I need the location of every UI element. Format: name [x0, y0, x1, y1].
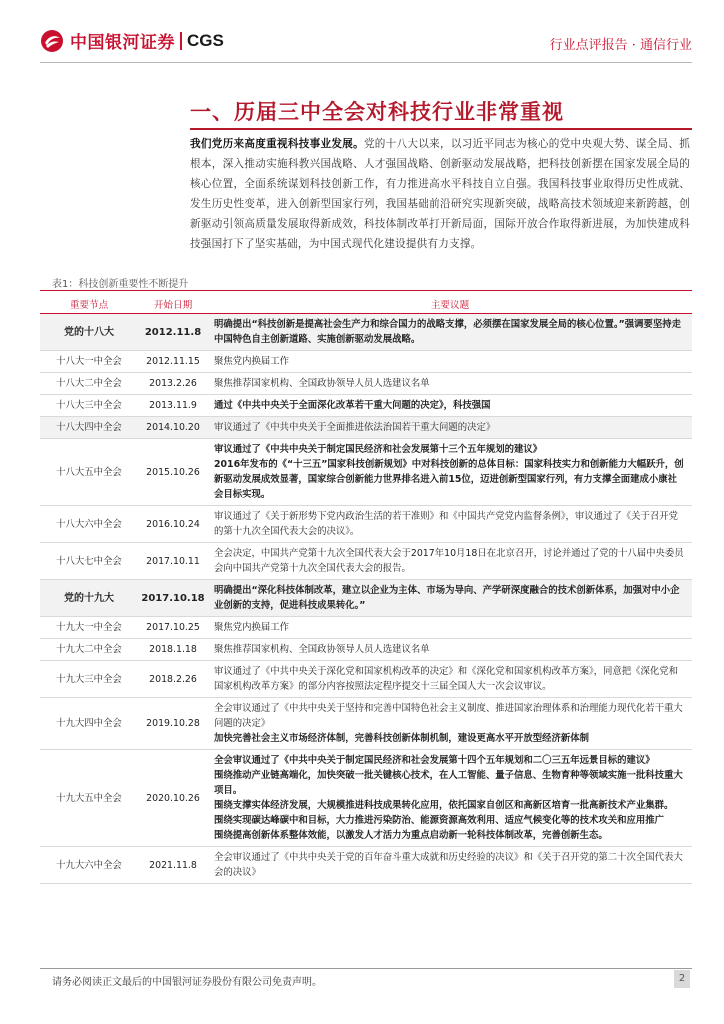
- row-date: 2021.11.8: [138, 847, 208, 884]
- row-topic: [208, 698, 692, 750]
- row-topic: [208, 417, 692, 439]
- topic-line: 围绕实现碳达峰碳中和目标，大力推进污染防治、能源资源高效利用、适应气候变化等的技术攻关和应用推广: [214, 815, 665, 826]
- topic-line: 明确提出“深化科技体制改革，建立以企业为主体、市场为导向、产学研深度融合的技术创新体系，加强对中小企业创新的支持，促进科技成果转化。”: [214, 585, 680, 611]
- table-row: [40, 617, 692, 639]
- topic-line: 明确提出“科技创新是提高社会生产力和综合国力的战略支撑，必须摆在国家发展全局的核心位置。”强调要坚持走中国特色自主创新道路、实施创新驱动发展战略。: [214, 319, 682, 345]
- topic-line: 聚焦推荐国家机构、全国政协领导人员人选建议名单: [214, 378, 430, 389]
- row-topic: [208, 395, 692, 417]
- intro-lead: 我们党历来高度重视科技事业发展。: [190, 138, 364, 150]
- brand-name-en: CGS: [187, 30, 224, 50]
- row-topic: [208, 314, 692, 351]
- table-row: [40, 543, 692, 580]
- row-date: 2015.10.26: [138, 439, 208, 506]
- row-node: 十九大五中全会: [40, 750, 138, 847]
- topic-line: 审议通过了《中共中央关于深化党和国家机构改革的决定》和《深化党和国家机构改革方案》，同意把《深化党和国家机构改革方案》的部分内容按照法定程序提交十三届全国人大一次会议审议。: [214, 666, 679, 692]
- row-date: 2013.11.9: [138, 395, 208, 417]
- row-topic: [208, 750, 692, 847]
- topic-line: 聚焦党内换届工作: [214, 622, 290, 633]
- row-date: 2017.10.18: [138, 580, 208, 617]
- report-type: 行业点评报告 · 通信行业: [549, 38, 692, 53]
- brand-logo: [40, 28, 224, 53]
- row-date: 2013.2.26: [138, 373, 208, 395]
- topic-line: 审议通过了《中共中央关于制定国民经济和社会发展第十三个五年规划的建议》: [214, 444, 543, 455]
- table-body: [40, 314, 692, 884]
- row-node: 十八大三中全会: [40, 395, 138, 417]
- row-topic: [208, 506, 692, 543]
- table-caption: 表1：科技创新重要性不断提升: [52, 279, 189, 290]
- header-divider: [40, 62, 692, 63]
- table-header-row: [40, 294, 692, 314]
- row-node: 十九大六中全会: [40, 847, 138, 884]
- row-node: 十八大六中全会: [40, 506, 138, 543]
- column-header-node: 重要节点: [40, 294, 138, 314]
- topic-line: 全会审议通过了《中共中央关于坚持和完善中国特色社会主义制度、推进国家治理体系和治理能力现代化若干重大问题的决定》: [214, 703, 683, 729]
- topic-line: 审议通过了《中共中央关于全面推进依法治国若干重大问题的决定》: [214, 422, 496, 433]
- row-node: 十九大一中全会: [40, 617, 138, 639]
- row-topic: [208, 543, 692, 580]
- table-row: [40, 580, 692, 617]
- table-row: [40, 639, 692, 661]
- row-date: 2018.2.26: [138, 661, 208, 698]
- row-node: 十八大五中全会: [40, 439, 138, 506]
- table-row: [40, 750, 692, 847]
- topic-line: 2016年发布的《“十三五”国家科技创新规划》中对科技创新的总体目标：国家科技实力和创新能力大幅跃升，创新驱动发展成效显著，国家综合创新能力世界排名进入前15位，迈进创新型国家行列，有力支撑全面建成小康社会目标实现。: [214, 459, 684, 500]
- row-topic: [208, 847, 692, 884]
- disclaimer: 请务必阅读正文最后的中国银河证券股份有限公司免责声明。: [52, 977, 322, 988]
- table-row: [40, 373, 692, 395]
- table-row: [40, 439, 692, 506]
- row-topic: [208, 661, 692, 698]
- topic-line: 全会审议通过了《中共中央关于党的百年奋斗重大成就和历史经验的决议》和《关于召开党的第二十次全国代表大会的决议》: [214, 852, 683, 878]
- table-row: [40, 698, 692, 750]
- row-date: 2012.11.8: [138, 314, 208, 351]
- row-node: 十九大四中全会: [40, 698, 138, 750]
- row-date: 2019.10.28: [138, 698, 208, 750]
- row-node: 党的十八大: [40, 314, 138, 351]
- row-date: 2017.10.11: [138, 543, 208, 580]
- row-topic: [208, 351, 692, 373]
- table-row: [40, 351, 692, 373]
- topic-line: 聚焦党内换届工作: [214, 356, 290, 367]
- row-topic: [208, 580, 692, 617]
- column-header-topic: 主要议题: [208, 294, 692, 314]
- row-node: 十八大七中全会: [40, 543, 138, 580]
- galaxy-logo-icon: [40, 29, 64, 53]
- page-header: [0, 0, 724, 72]
- caption-divider: [40, 290, 692, 291]
- events-table: [40, 294, 692, 884]
- section-divider: [190, 128, 692, 130]
- intro-paragraph: [190, 134, 690, 254]
- row-date: 2018.1.18: [138, 639, 208, 661]
- topic-line: 全会审议通过了《中共中央关于制定国民经济和社会发展第十四个五年规划和二〇三五年远景目标的建议》: [214, 755, 655, 766]
- row-date: 2017.10.25: [138, 617, 208, 639]
- topic-line: 围绕推动产业链高端化，加快突破一批关键核心技术，在人工智能、量子信息、生物育种等领域实施一批科技重大项目。: [214, 770, 683, 796]
- brand-divider: [180, 32, 182, 50]
- row-node: 十八大四中全会: [40, 417, 138, 439]
- table-row: [40, 661, 692, 698]
- footer-divider: [40, 968, 692, 969]
- topic-line: 审议通过了《关于新形势下党内政治生活的若干准则》和《中国共产党党内监督条例》，审议通过了《关于召开党的第十九次全国代表大会的决议》。: [214, 511, 679, 537]
- topic-line: 通过《中共中央关于全面深化改革若干重大问题的决定》，科技强国: [214, 400, 491, 411]
- table-row: [40, 847, 692, 884]
- topic-line: 聚焦推荐国家机构、全国政协领导人员人选建议名单: [214, 644, 430, 655]
- table-row: [40, 314, 692, 351]
- brand-name-cn: 中国银河证券: [70, 33, 175, 53]
- row-topic: [208, 617, 692, 639]
- row-date: 2012.11.15: [138, 351, 208, 373]
- row-topic: [208, 639, 692, 661]
- row-node: 十九大二中全会: [40, 639, 138, 661]
- topic-line: 围绕支撑实体经济发展，大规模推进科技成果转化应用，依托国家自创区和高新区培育一批高新技术产业集群。: [214, 800, 674, 811]
- row-date: 2016.10.24: [138, 506, 208, 543]
- row-date: 2014.10.20: [138, 417, 208, 439]
- row-date: 2020.10.26: [138, 750, 208, 847]
- table-row: [40, 417, 692, 439]
- row-node: 党的十九大: [40, 580, 138, 617]
- row-topic: [208, 373, 692, 395]
- topic-line: 加快完善社会主义市场经济体制，完善科技创新体制机制，建设更高水平开放型经济新体制: [214, 733, 590, 744]
- section-title: 一、历届三中全会对科技行业非常重视: [190, 99, 564, 124]
- intro-body: 党的十八大以来，以习近平同志为核心的党中央观大势、谋全局、抓根本，深入推动实施科教兴国战略、人才强国战略、创新驱动发展战略，把科技创新摆在国家发展全局的核心位置，全面系统谋划科技创新工作，有力推进高水平科技自立自强。我国科技事业取得历史性成就、发生历史性变革，进入创新型国家行列，我国基础前沿研究实现新突破，战略高技术领域迎来新跨越，创新驱动引领高质量发展取得新成效，科技体制改革打开新局面，国际开放合作取得新进展，为加快建成科技强国打下了坚实基础，为中国式现代化建设提供有力支撑。: [190, 138, 690, 250]
- row-node: 十八大二中全会: [40, 373, 138, 395]
- table-row: [40, 395, 692, 417]
- column-header-date: 开始日期: [138, 294, 208, 314]
- topic-line: 全会决定，中国共产党第十九次全国代表大会于2017年10月18日在北京召开，讨论并通过了党的十八届中央委员会向中国共产党第十九次全国代表大会的报告。: [214, 548, 684, 574]
- topic-line: 围绕提高创新体系整体效能，以激发人才活力为重点启动新一轮科技体制改革，完善创新生态。: [214, 830, 608, 841]
- row-node: 十八大一中全会: [40, 351, 138, 373]
- row-topic: [208, 439, 692, 506]
- row-node: 十九大三中全会: [40, 661, 138, 698]
- page-number: 2: [674, 970, 690, 988]
- table-row: [40, 506, 692, 543]
